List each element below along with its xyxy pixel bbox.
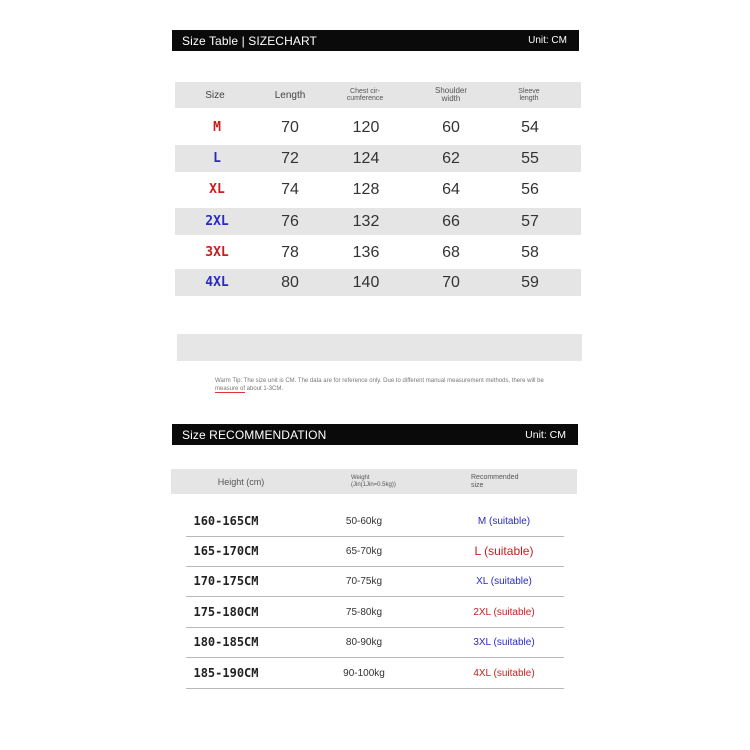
size-row-3xl bbox=[175, 239, 581, 266]
recommendation-title-bar bbox=[172, 424, 578, 445]
recommendation-header bbox=[171, 469, 577, 494]
recommended-size: L (suitable) bbox=[474, 544, 534, 558]
size-table-header bbox=[175, 82, 581, 108]
recommended-size: 4XL (suitable) bbox=[473, 667, 535, 679]
header-size: Size bbox=[205, 89, 225, 101]
size-row-m bbox=[175, 114, 581, 141]
size-row-4xl bbox=[175, 269, 581, 296]
header-length: Length bbox=[274, 89, 306, 101]
height-range: 185-190CM bbox=[193, 666, 259, 680]
warm-tip-underline bbox=[215, 392, 245, 393]
size-table-title: Size Table | SIZECHART bbox=[182, 33, 317, 48]
chest-value: 120 bbox=[352, 118, 380, 136]
shoulder-value: 70 bbox=[442, 273, 460, 291]
recommended-size: 3XL (suitable) bbox=[473, 636, 535, 648]
sleeve-value: 56 bbox=[521, 180, 539, 198]
recommendation-row bbox=[186, 658, 564, 689]
height-range: 160-165CM bbox=[193, 514, 259, 528]
shoulder-value: 68 bbox=[442, 243, 460, 261]
chest-value: 132 bbox=[352, 212, 380, 230]
height-range: 165-170CM bbox=[193, 544, 259, 558]
recommended-size: M (suitable) bbox=[477, 515, 531, 527]
header-shoulder bbox=[425, 82, 477, 108]
chest-value: 124 bbox=[352, 149, 380, 167]
header-sleeve-line2: length bbox=[519, 95, 539, 102]
height-range: 180-185CM bbox=[193, 635, 259, 649]
sleeve-value: 59 bbox=[521, 273, 539, 291]
header-height: Height (cm) bbox=[217, 476, 265, 487]
recommendation-unit: Unit: CM bbox=[525, 428, 566, 441]
header-shoulder-line1: Shoulder bbox=[434, 86, 468, 95]
shoulder-value: 62 bbox=[442, 149, 460, 167]
sleeve-value: 58 bbox=[521, 243, 539, 261]
header-recommended-size bbox=[471, 469, 541, 494]
header-rec-line1: Recommended bbox=[471, 473, 519, 481]
recommendation-row bbox=[186, 506, 564, 537]
weight-range: 70-75kg bbox=[345, 575, 383, 587]
shoulder-value: 66 bbox=[442, 212, 460, 230]
recommendation-row bbox=[186, 627, 564, 658]
length-value: 78 bbox=[281, 243, 299, 261]
size-table-title-bar bbox=[172, 30, 579, 51]
size-label: L bbox=[213, 151, 221, 166]
length-value: 70 bbox=[281, 118, 299, 136]
recommendation-row bbox=[186, 566, 564, 597]
warm-tip-text: Warm Tip: The size unit is CM. The data are for reference only. Due to different manual measurement methods, there will be measure of about 1-3CM. bbox=[215, 378, 544, 392]
recommendation-row bbox=[186, 597, 564, 628]
recommended-size: 2XL (suitable) bbox=[473, 606, 535, 618]
size-table-unit: Unit: CM bbox=[528, 35, 567, 46]
size-label: M bbox=[213, 120, 221, 135]
header-weight-line2: (Jin(1Jin=0.5kg)) bbox=[351, 481, 396, 488]
weight-range: 75-80kg bbox=[345, 606, 383, 618]
size-label: 3XL bbox=[205, 245, 229, 260]
sleeve-value: 57 bbox=[521, 212, 539, 230]
length-value: 80 bbox=[281, 273, 299, 291]
size-label: 4XL bbox=[205, 275, 229, 290]
header-weight-line1: Weight bbox=[351, 474, 370, 481]
chest-value: 128 bbox=[352, 180, 380, 198]
size-row-xl bbox=[175, 176, 581, 203]
header-sleeve bbox=[507, 82, 551, 108]
length-value: 76 bbox=[281, 212, 299, 230]
shoulder-value: 64 bbox=[442, 180, 460, 198]
size-label: 2XL bbox=[205, 214, 229, 229]
shoulder-value: 60 bbox=[442, 118, 460, 136]
weight-range: 80-90kg bbox=[345, 636, 383, 648]
chest-value: 140 bbox=[352, 273, 380, 291]
weight-range: 50-60kg bbox=[345, 515, 383, 527]
chest-value: 136 bbox=[352, 243, 380, 261]
size-label: XL bbox=[209, 182, 225, 197]
warm-tip-note bbox=[215, 377, 565, 393]
header-weight bbox=[351, 469, 411, 494]
weight-range: 65-70kg bbox=[345, 545, 383, 557]
header-chest-line2: cumference bbox=[346, 95, 384, 102]
sleeve-value: 55 bbox=[521, 149, 539, 167]
size-row-l bbox=[175, 145, 581, 172]
header-rec-line2: size bbox=[471, 481, 484, 489]
size-row-2xl bbox=[175, 208, 581, 235]
height-range: 170-175CM bbox=[193, 574, 259, 588]
length-value: 72 bbox=[281, 149, 299, 167]
recommendation-title: Size RECOMMENDATION bbox=[182, 427, 327, 442]
divider-band bbox=[177, 334, 582, 361]
length-value: 74 bbox=[281, 180, 299, 198]
header-chest-line1: Chest cir- bbox=[350, 88, 380, 95]
weight-range: 90-100kg bbox=[343, 667, 385, 679]
header-sleeve-line1: Sleeve bbox=[518, 88, 540, 95]
header-chest bbox=[340, 82, 390, 108]
sleeve-value: 54 bbox=[521, 118, 539, 136]
recommendation-row bbox=[186, 536, 564, 567]
height-range: 175-180CM bbox=[193, 605, 259, 619]
header-shoulder-line2: width bbox=[441, 94, 461, 103]
recommended-size: XL (suitable) bbox=[476, 575, 532, 587]
